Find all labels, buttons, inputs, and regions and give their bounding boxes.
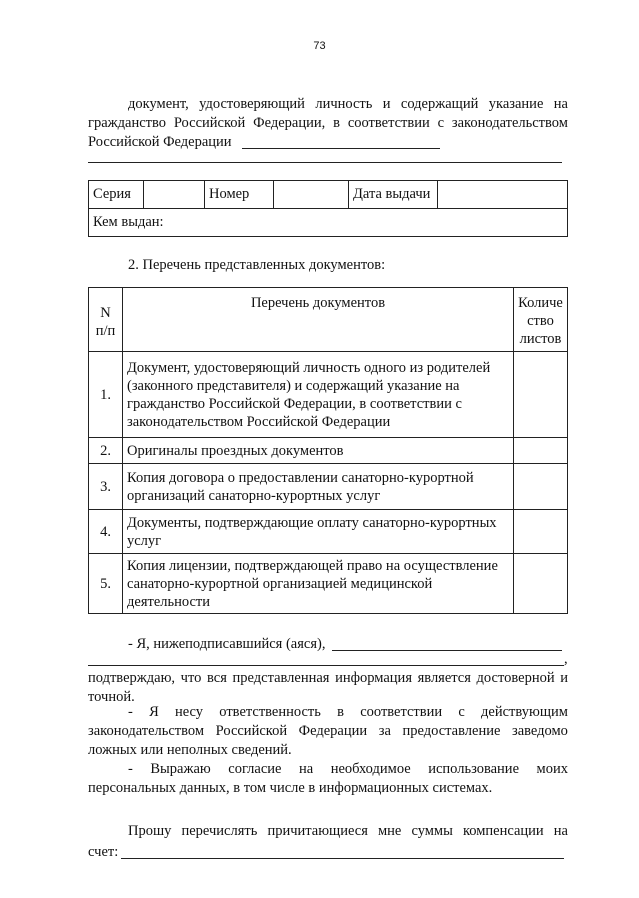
word: на (553, 96, 568, 112)
full-name-comma: , (564, 651, 568, 667)
word: компенсации (462, 823, 544, 839)
row-document-name-line: законодательством Российской Федерации (127, 413, 391, 430)
issued-by-label: Кем выдан: (93, 214, 164, 230)
row-number: 2. (89, 438, 123, 464)
word: суммы (411, 823, 453, 839)
confirm-line-1 (88, 669, 568, 688)
row-document-name (123, 464, 514, 510)
word: является (417, 670, 471, 686)
word: использование (428, 761, 520, 777)
documents-table (88, 287, 568, 614)
row-document-name (123, 352, 514, 438)
documents-list-heading: 2. Перечень представленных документов: (128, 257, 386, 273)
word: Российской (215, 723, 288, 739)
word: на (553, 823, 568, 839)
word: Выражаю (150, 761, 211, 777)
word: Федерации, (253, 115, 326, 131)
payment-line-1 (128, 822, 568, 841)
page-number: 73 (313, 40, 326, 52)
word: необходимое (330, 761, 411, 777)
word: указание (488, 96, 544, 112)
documents-table-body (89, 352, 568, 614)
series-field[interactable] (144, 181, 205, 209)
number-field[interactable] (274, 181, 349, 209)
row-number: 3. (89, 464, 123, 510)
row-document-name-line: организаций санаторно-курортных услуг (127, 487, 381, 504)
consent-line-2: персональных данных, в том числе в информационных системах. (88, 780, 493, 796)
issued-by-field[interactable] (89, 209, 568, 237)
word: мне (377, 823, 402, 839)
row-document-name (123, 554, 514, 614)
issue-date-field[interactable] (438, 181, 568, 209)
word: и (560, 670, 568, 686)
row-sheet-count-field[interactable] (514, 464, 568, 510)
word: с (458, 704, 465, 720)
word: предоставление (402, 723, 501, 739)
confirm-line-2: точной. (88, 689, 135, 705)
word: моих (536, 761, 568, 777)
word: причитающиеся (267, 823, 368, 839)
word: в (333, 115, 340, 131)
row-document-name-line: санаторно-курортной организацией медицинской (127, 575, 433, 592)
word: представленная (232, 670, 330, 686)
row-document-name-line: (законного представителя) и содержащий указание на (127, 377, 460, 394)
row-sheet-count-field[interactable] (514, 554, 568, 614)
passport-row (89, 181, 568, 209)
word: - (128, 704, 133, 720)
word: несу (174, 704, 204, 720)
word: информация (335, 670, 412, 686)
word: соответствии (347, 115, 430, 131)
number-label: Номер (205, 181, 274, 209)
col-qty-header-line: Количе (518, 295, 563, 311)
word: соответствии (360, 704, 443, 720)
issued-by-row (89, 209, 568, 237)
table-row (89, 464, 568, 510)
liability-line-3: ложных или неполных сведений. (88, 742, 292, 758)
word: - (128, 761, 133, 777)
series-label: Серия (89, 181, 144, 209)
word: личность (315, 96, 373, 112)
row-number: 1. (89, 352, 123, 438)
word: вся (207, 670, 227, 686)
word: законодательством (88, 723, 205, 739)
word: действующим (481, 704, 568, 720)
account-number-field[interactable] (121, 858, 564, 859)
table-row (89, 438, 568, 464)
word: на (298, 761, 314, 777)
col-number-header-line: N (100, 304, 111, 321)
documents-table-header (89, 288, 568, 352)
word: ответственность (219, 704, 321, 720)
word: в (337, 704, 344, 720)
citizenship-doc-field-continued[interactable] (88, 162, 562, 163)
row-document-name-line: услуг (127, 532, 162, 549)
word: подтверждаю, (88, 670, 176, 686)
row-number: 4. (89, 510, 123, 554)
row-document-name-line: гражданство Российской Федерации, в соответствии с (127, 395, 462, 412)
row-sheet-count-field[interactable] (514, 352, 568, 438)
col-qty-header (514, 288, 568, 352)
consent-line-1 (128, 760, 568, 779)
word: Российской (173, 115, 246, 131)
table-row (89, 554, 568, 614)
intro-line-1 (128, 95, 568, 114)
row-number: 5. (89, 554, 123, 614)
col-number-header-line: п/п (95, 322, 116, 339)
col-name-header: Перечень документов (123, 288, 514, 352)
table-row (89, 352, 568, 438)
word: заведомо (511, 723, 568, 739)
row-document-name-line: Документы, подтверждающие оплату санаторно-курортных (127, 514, 497, 531)
word: Я (149, 704, 159, 720)
row-document-name (123, 510, 514, 554)
col-number-header (89, 288, 123, 352)
row-document-name-line: Копия договора о предоставлении санаторно-курортной (127, 469, 474, 486)
word: документ, (128, 96, 189, 112)
word: гражданство (88, 115, 166, 131)
full-name-field-continued[interactable] (88, 665, 564, 666)
word: что (180, 670, 202, 686)
word: за (378, 723, 391, 739)
row-sheet-count-field[interactable] (514, 510, 568, 554)
undersigned-line: - Я, нижеподписавшийся (аяся), (128, 636, 326, 652)
intro-line-3: Российской Федерации (88, 134, 232, 150)
word: согласие (228, 761, 282, 777)
liability-line-2 (88, 722, 568, 741)
citizenship-doc-field[interactable] (242, 148, 440, 149)
full-name-field[interactable] (332, 650, 562, 651)
passport-table (88, 180, 568, 237)
liability-line-1 (128, 703, 568, 722)
row-document-name-line: деятельности (127, 593, 211, 610)
word: удостоверяющий (199, 96, 305, 112)
issue-date-label: Дата выдачи (349, 181, 438, 209)
word: достоверной (476, 670, 555, 686)
word: Прошу (128, 823, 172, 839)
word: содержащий (400, 96, 479, 112)
col-qty-header-line: листов (519, 331, 562, 347)
word: с (437, 115, 445, 131)
account-label: счет: (88, 844, 119, 860)
row-document-name (123, 438, 514, 464)
row-document-name-line: Документ, удостоверяющий личность одного из родителей (127, 359, 491, 376)
row-document-name-line: Копия лицензии, подтверждающей право на осуществление (127, 557, 498, 574)
col-qty-header-line: ство (527, 313, 554, 329)
word: законодательством (451, 115, 568, 131)
word: перечислять (181, 823, 258, 839)
word: Федерации (298, 723, 368, 739)
row-document-name-line: Оригиналы проездных документов (127, 442, 344, 459)
word: и (382, 96, 391, 112)
table-row (89, 510, 568, 554)
intro-line-2 (88, 114, 568, 133)
row-sheet-count-field[interactable] (514, 438, 568, 464)
